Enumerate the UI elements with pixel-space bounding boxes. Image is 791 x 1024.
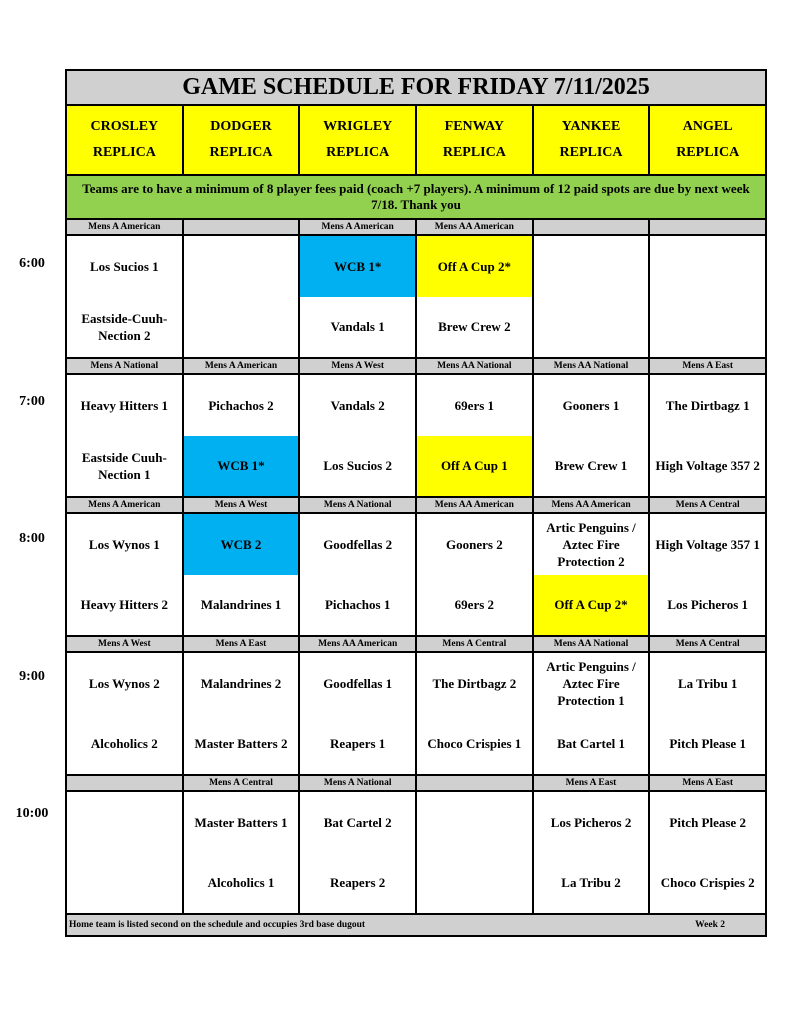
away-team: Malandrines 2 [200, 675, 282, 691]
home-team [534, 297, 649, 358]
away-team: Pitch Please 2 [669, 814, 746, 830]
time-label-10: 10:00 [15, 806, 49, 821]
home-team: Heavy Hitters 2 [80, 597, 169, 613]
division-label: Mens A American [67, 498, 184, 512]
away-team: Artic Penguins / Aztec Fire Protection 1 [546, 658, 636, 708]
division-label: Mens A Central [417, 637, 534, 651]
home-team [650, 297, 765, 358]
division-label: Mens AA American [417, 220, 534, 234]
away-team: Los Picheros 2 [550, 814, 632, 830]
away-team [67, 792, 182, 853]
game-cell [184, 236, 301, 357]
division-row [67, 220, 765, 236]
game-cell [534, 236, 651, 357]
week-label: Week 2 [695, 920, 725, 930]
home-team: La Tribu 2 [561, 875, 621, 891]
away-team: Pichachos 2 [208, 397, 274, 413]
game-cell [534, 514, 651, 635]
away-team [184, 236, 299, 297]
home-team: Off A Cup 1 [417, 436, 532, 497]
field-header-row [67, 106, 765, 176]
footer-bar [67, 915, 765, 935]
division-label: Mens A American [67, 220, 184, 234]
game-row [67, 514, 765, 637]
field-dodger: DODGER REPLICA [184, 106, 301, 174]
away-team: La Tribu 1 [677, 675, 738, 691]
home-team: 69ers 2 [454, 597, 495, 613]
division-label: Mens AA National [534, 637, 651, 651]
home-team: Master Batters 2 [194, 736, 288, 752]
home-team [184, 297, 299, 358]
time-label-9: 9:00 [19, 669, 45, 684]
home-team: Off A Cup 2* [534, 575, 649, 636]
home-team: Alcoholics 2 [90, 736, 158, 752]
home-team: Brew Crew 2 [438, 319, 511, 335]
away-team: High Voltage 357 1 [655, 536, 760, 552]
game-row [67, 792, 765, 915]
home-team: Eastside-Cuuh-Nection 2 [81, 310, 168, 343]
game-cell [184, 514, 301, 635]
game-cell [417, 514, 534, 635]
away-team: Los Wynos 2 [88, 675, 160, 691]
home-team: Reapers 1 [330, 736, 386, 752]
division-label: Mens AA National [534, 359, 651, 373]
division-label: Mens AA American [300, 637, 417, 651]
division-row [67, 776, 765, 792]
footer-note: Home team is listed second on the schedule and occupies 3rd base dugout [69, 920, 366, 930]
division-label: Mens A East [534, 776, 651, 790]
away-team: 69ers 1 [454, 397, 495, 413]
division-label: Mens A East [650, 776, 765, 790]
division-label: Mens AA National [417, 359, 534, 373]
division-label: Mens A West [184, 498, 301, 512]
field-wrigley: WRIGLEY REPLICA [300, 106, 417, 174]
game-cell [417, 653, 534, 774]
division-label [650, 220, 765, 234]
time-label-6: 6:00 [19, 256, 45, 271]
game-cell [184, 792, 301, 913]
time-label-8: 8:00 [19, 531, 45, 546]
game-cell [650, 514, 765, 635]
away-team: Master Batters 1 [194, 814, 288, 830]
home-team: Bat Cartel 1 [557, 736, 625, 752]
home-team: Pichachos 1 [324, 597, 391, 613]
division-label [184, 220, 301, 234]
division-label: Mens A National [300, 498, 417, 512]
away-team: Los Wynos 1 [88, 536, 160, 552]
game-cell [650, 375, 765, 496]
home-team [417, 853, 532, 914]
division-label: Mens A Central [184, 776, 301, 790]
division-row [67, 498, 765, 514]
division-label: Mens A American [184, 359, 301, 373]
division-label: Mens A East [650, 359, 765, 373]
home-team: WCB 1* [184, 436, 299, 497]
away-team: Gooners 1 [562, 397, 620, 413]
game-cell [184, 375, 301, 496]
home-team: Malandrines 1 [200, 597, 282, 613]
field-angel: ANGEL REPLICA [650, 106, 765, 174]
division-label: Mens A Central [650, 498, 765, 512]
schedule-table [65, 69, 767, 937]
away-team: Goodfellas 1 [323, 675, 393, 691]
away-team [417, 792, 532, 853]
game-cell [534, 792, 651, 913]
game-cell [534, 653, 651, 774]
away-team: The Dirtbagz 2 [432, 675, 517, 691]
game-cell [417, 375, 534, 496]
home-team: Los Sucios 2 [323, 458, 392, 474]
game-cell [300, 653, 417, 774]
game-cell [67, 514, 184, 635]
division-label: Mens A West [300, 359, 417, 373]
game-row [67, 375, 765, 498]
division-row [67, 359, 765, 375]
game-cell [650, 236, 765, 357]
game-cell [417, 792, 534, 913]
time-slots [67, 220, 765, 915]
division-row [67, 637, 765, 653]
game-cell [534, 375, 651, 496]
game-cell [184, 653, 301, 774]
field-fenway: FENWAY REPLICA [417, 106, 534, 174]
away-team: WCB 2 [184, 514, 299, 575]
game-cell [650, 792, 765, 913]
home-team: Alcoholics 1 [207, 875, 275, 891]
away-team: The Dirtbagz 1 [665, 397, 750, 413]
game-cell [300, 236, 417, 357]
home-team: Reapers 2 [330, 875, 386, 891]
division-label: Mens A National [67, 359, 184, 373]
home-team: Choco Crispies 2 [660, 875, 755, 891]
division-label [534, 220, 651, 234]
home-team: Brew Crew 1 [554, 458, 628, 474]
away-team: WCB 1* [300, 236, 415, 297]
game-cell [650, 653, 765, 774]
division-label [417, 776, 534, 790]
page-title: GAME SCHEDULE FOR FRIDAY 7/11/2025 [67, 71, 765, 106]
field-crosley: CROSLEY REPLICA [67, 106, 184, 174]
game-cell [300, 792, 417, 913]
game-cell [300, 514, 417, 635]
home-team [67, 853, 182, 914]
away-team: Goodfellas 2 [323, 536, 393, 552]
away-team: Vandals 2 [330, 397, 385, 413]
division-label: Mens A East [184, 637, 301, 651]
home-team: Eastside Cuuh-Nection 1 [81, 449, 167, 482]
time-column [0, 0, 64, 1024]
division-label [67, 776, 184, 790]
division-label: Mens A Central [650, 637, 765, 651]
time-label-7: 7:00 [19, 394, 45, 409]
game-cell [67, 653, 184, 774]
game-cell [67, 375, 184, 496]
game-row [67, 236, 765, 359]
away-team: Artic Penguins / Aztec Fire Protection 2 [546, 519, 636, 569]
game-cell [67, 236, 184, 357]
game-cell [67, 792, 184, 913]
away-team: Gooners 2 [446, 536, 503, 552]
away-team [650, 236, 765, 297]
game-cell [417, 236, 534, 357]
away-team: Off A Cup 2* [417, 236, 532, 297]
game-cell [300, 375, 417, 496]
away-team: Heavy Hitters 1 [80, 397, 169, 413]
home-team: Los Picheros 1 [667, 597, 749, 613]
game-row [67, 653, 765, 776]
away-team: Bat Cartel 2 [323, 814, 392, 830]
division-label: Mens AA American [417, 498, 534, 512]
division-label: Mens AA American [534, 498, 651, 512]
fee-notice: Teams are to have a minimum of 8 player fees paid (coach +7 players). A minimum of 12 paid spots are due by next week 7/18. Thank you [67, 176, 765, 220]
home-team: Vandals 1 [330, 319, 385, 335]
away-team [534, 236, 649, 297]
division-label: Mens A American [300, 220, 417, 234]
division-label: Mens A West [67, 637, 184, 651]
home-team: Pitch Please 1 [669, 736, 746, 752]
field-yankee: YANKEE REPLICA [534, 106, 651, 174]
away-team: Los Sucios 1 [90, 258, 159, 274]
home-team: Choco Crispies 1 [427, 736, 522, 752]
home-team: High Voltage 357 2 [655, 458, 760, 474]
division-label: Mens A National [300, 776, 417, 790]
